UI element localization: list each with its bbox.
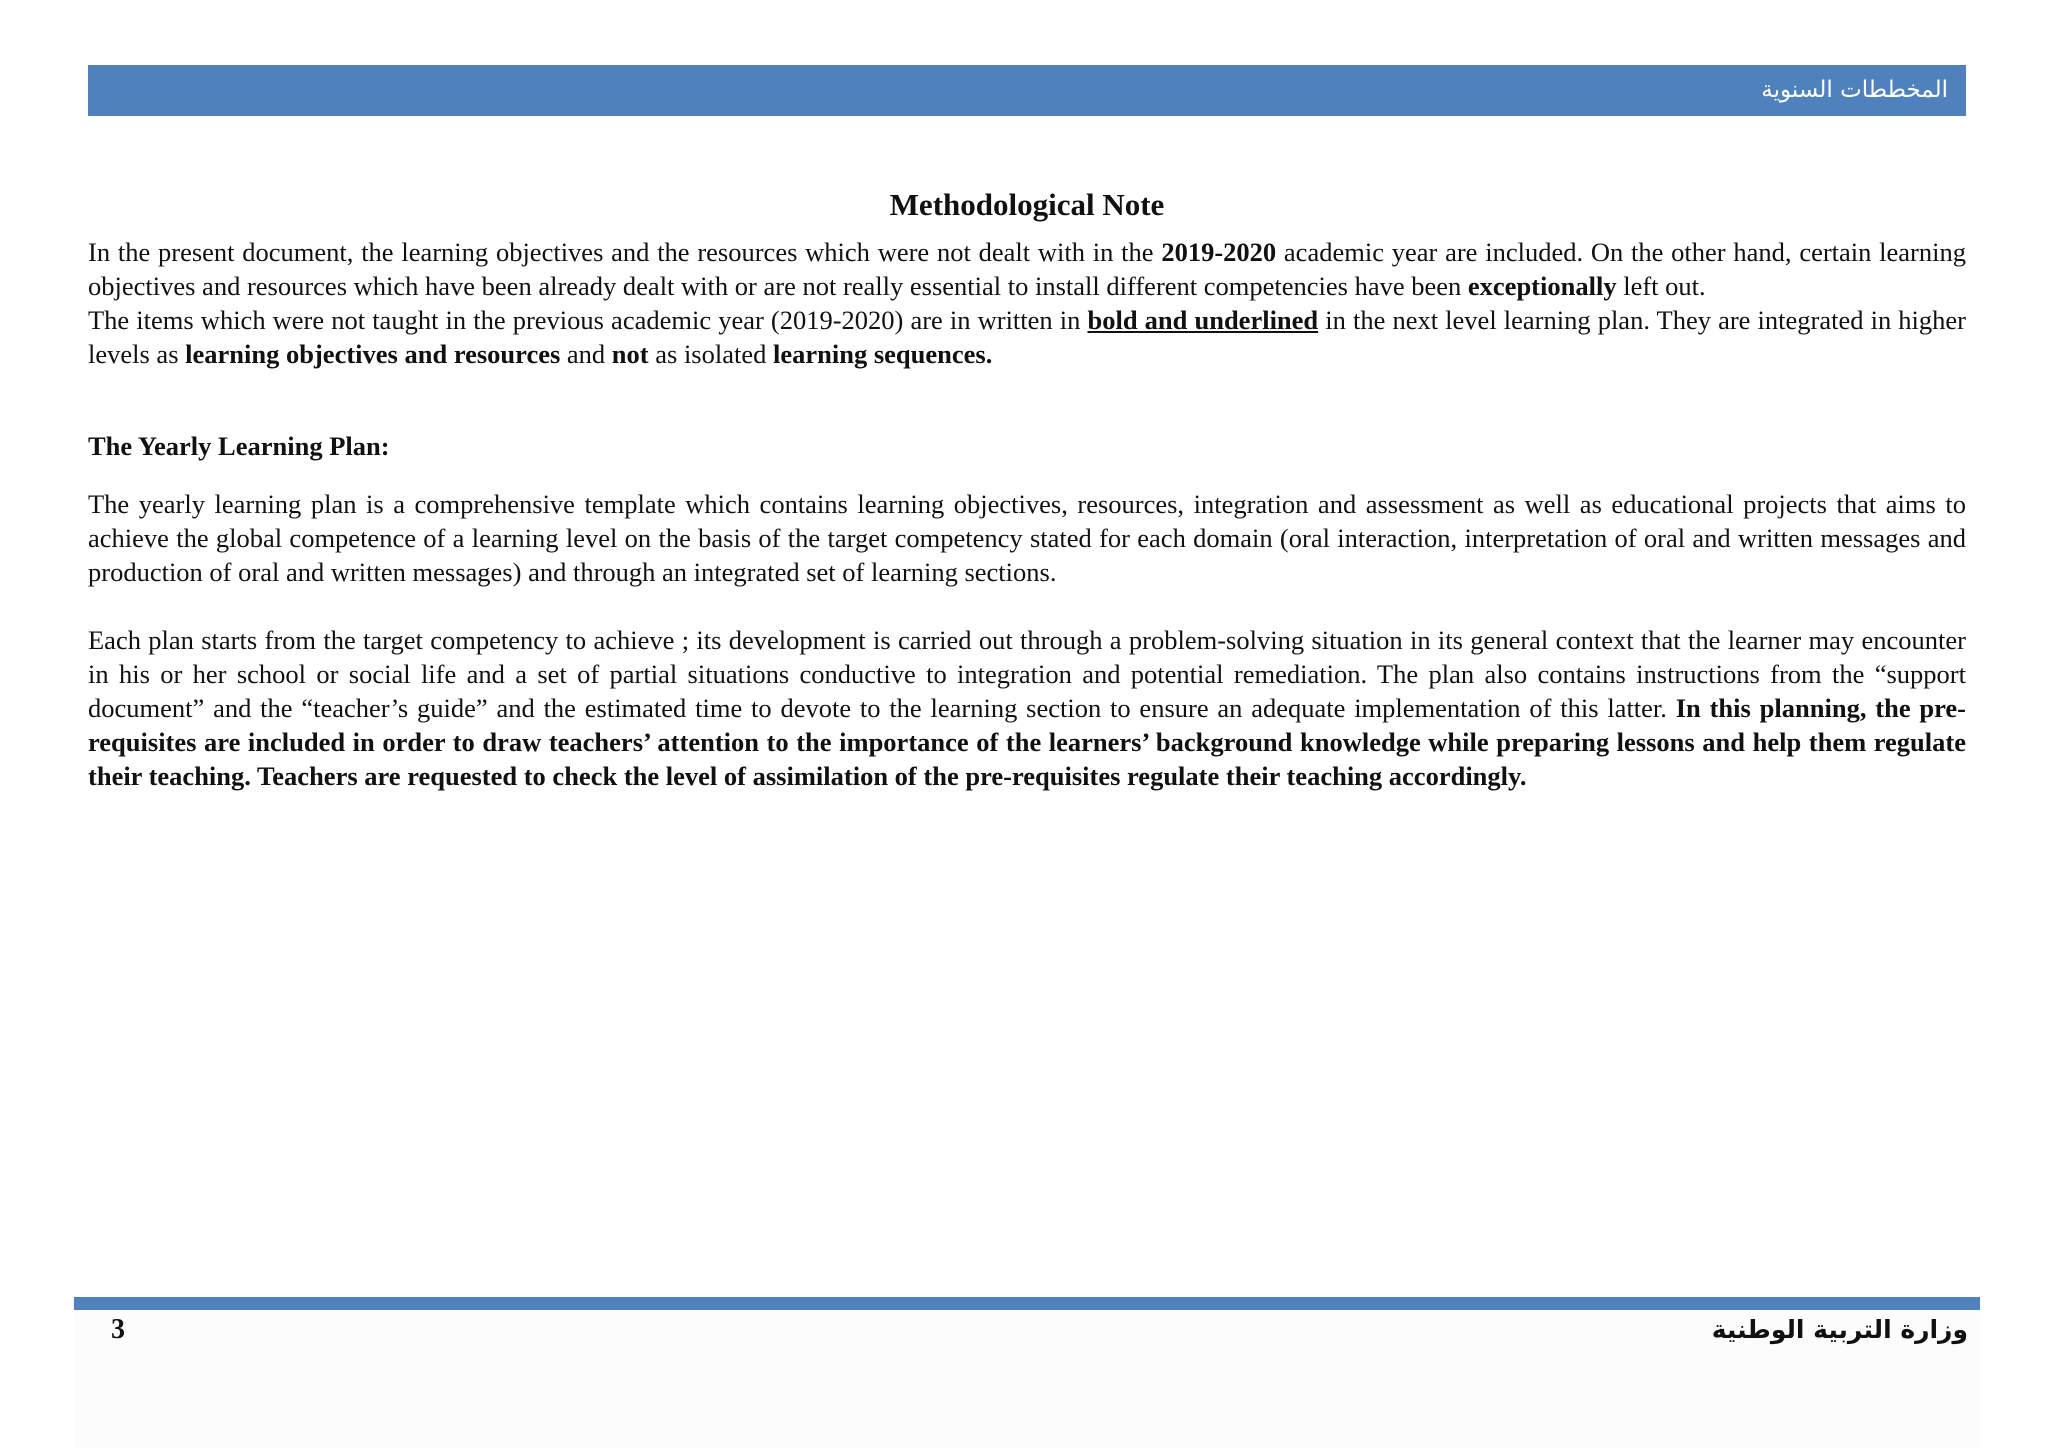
note-paragraph-2 xyxy=(88,303,1966,371)
header-bar xyxy=(88,65,1966,116)
text-run: academic year are included. On the other hand, certain learning objectives and resources which have been already dealt with or are not really essential to install different competencies have been xyxy=(88,237,1966,301)
note-paragraph-1 xyxy=(88,235,1966,303)
yearly-plan-paragraph-2 xyxy=(88,623,1966,793)
bold-run: learning sequences. xyxy=(773,339,993,369)
bold-run: In this planning, the pre-requisites are included in order to draw teachers’ attention to the importance of the learners’ background knowledge while preparing lessons and help them regulate their teaching. Teachers are requested to check the level of assimilation of the pre-requisites regulate their teaching accordingly. xyxy=(88,693,1967,791)
page-number: 3 xyxy=(111,1314,125,1345)
bold-run: not xyxy=(611,339,649,369)
footer-area xyxy=(74,1310,1980,1448)
page-title: Methodological Note xyxy=(889,187,1165,222)
page-content xyxy=(88,185,1966,793)
text-run: as isolated xyxy=(648,339,773,369)
text-run: In the present document, the learning objectives and the resources which were not dealt with in the xyxy=(88,237,1162,267)
section-heading: The Yearly Learning Plan: xyxy=(88,431,390,461)
text-run: The items which were not taught in the previous academic year (2019-2020) are in written in xyxy=(88,305,1088,335)
footer-bar xyxy=(74,1297,1980,1310)
text-run: left out. xyxy=(1616,271,1706,301)
bold-run: 2019-2020 xyxy=(1161,237,1277,267)
text-run: and xyxy=(560,339,612,369)
text-run: Each plan starts from the target competency to achieve ; its development is carried out through a problem-solving situation in its general context that the learner may encounter in his or her school or social life and a set of partial situations conductive to integration and potential remediation. The plan also contains instructions from the “support document” and the “teacher’s guide” and the estimated time to devote to the learning section to ensure an adequate implementation of this latter. xyxy=(88,625,1966,723)
header-arabic-title: المخططات السنوية xyxy=(1761,77,1948,103)
bold-run: exceptionally xyxy=(1467,271,1617,301)
yearly-plan-paragraph-1: The yearly learning plan is a comprehensive template which contains learning objectives, resources, integration and assessment as well as educational projects that aims to achieve the global competence of a learning level on the basis of the target competency stated for each domain (oral interaction, interpretation of oral and written messages and production of oral and written messages) and through an integrated set of learning sections. xyxy=(88,489,1966,587)
bold-run: learning objectives and resources xyxy=(185,339,561,369)
ministry-name: وزارة التربية الوطنية xyxy=(1711,1315,1968,1344)
text-run: in the next level learning plan. They are integrated in higher levels as xyxy=(88,305,1966,369)
bold-underlined-run: bold and underlined xyxy=(1087,305,1319,335)
